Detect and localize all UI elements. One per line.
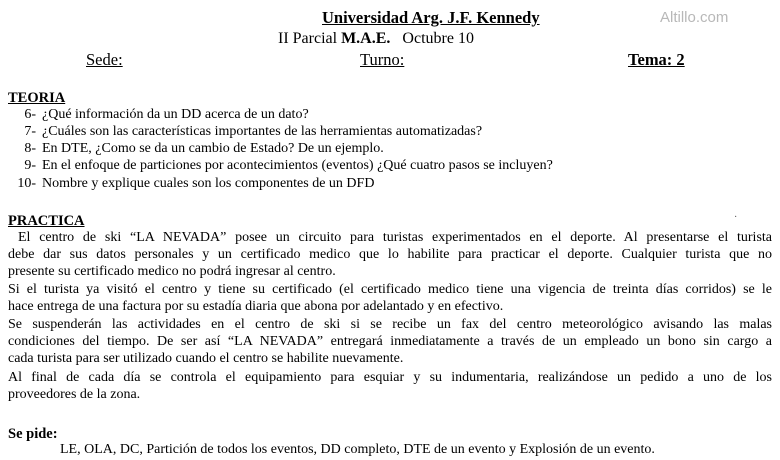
question-6 bbox=[8, 107, 309, 123]
exam-subject: M.A.E. bbox=[341, 30, 391, 47]
practica-line: cada turista para ser utilizado cuando el centro se habilite nuevamente. bbox=[8, 351, 404, 366]
question-7 bbox=[8, 124, 482, 140]
question-text: Nombre y explique cuales son los componentes de un DFD bbox=[42, 176, 375, 191]
question-text: En el enfoque de particiones por acontecimientos (eventos) ¿Qué cuatro pasos se incluyen? bbox=[42, 158, 553, 173]
practica-heading: PRACTICA bbox=[8, 213, 85, 229]
teoria-heading: TEORIA bbox=[8, 90, 66, 106]
se-pide-heading: Se pide: bbox=[8, 426, 58, 442]
question-number: 6- bbox=[24, 107, 36, 122]
sede-label: Sede: bbox=[86, 50, 123, 69]
practica-line: proveedores de la zona. bbox=[8, 387, 141, 402]
university-title: Universidad Arg. J.F. Kennedy bbox=[322, 8, 540, 27]
question-8 bbox=[8, 141, 384, 157]
exam-month: Octubre 10 bbox=[402, 30, 474, 47]
question-text: ¿Cuáles son las características importantes de las herramientas automatizadas? bbox=[42, 124, 483, 139]
question-text: En DTE, ¿Como se da un cambio de Estado? De un ejemplo. bbox=[42, 141, 384, 156]
practica-line: Al final de cada día se controla el equipamiento para esquiar y su indumentaria, realizándose un pedido a uno de los bbox=[8, 370, 772, 385]
question-number: 10- bbox=[17, 176, 36, 191]
watermark-logo: Altillo.com bbox=[660, 9, 729, 26]
exam-prefix: II Parcial bbox=[278, 30, 338, 47]
turno-label: Turno: bbox=[360, 50, 405, 69]
practica-line: condiciones del tiempo. De ser así “LA NEVADA” entregará inmediatamente a través de un empleado un bono sin cargo a bbox=[8, 334, 772, 349]
question-number: 9- bbox=[24, 158, 36, 173]
practica-line: presente su certificado medico no podrá ingresar al centro. bbox=[8, 264, 336, 279]
practica-line: Se suspenderán las actividades en el centro de ski si se recibe un fax del centro meteorológico avisando las malas bbox=[8, 317, 772, 332]
question-number: 7- bbox=[24, 124, 36, 139]
stray-mark: · bbox=[734, 212, 738, 223]
question-number: 8- bbox=[24, 141, 36, 156]
se-pide-text: LE, OLA, DC, Partición de todos los eventos, DD completo, DTE de un evento y Explosión de un evento. bbox=[60, 442, 655, 457]
exam-subtitle bbox=[278, 30, 474, 48]
practica-line: hace entrega de una factura por su estadía diaria que abona por adelantado y en efectivo. bbox=[8, 299, 504, 314]
question-9 bbox=[8, 158, 553, 174]
practica-line: El centro de ski “LA NEVADA” posee un circuito para turistas experimentados en el deporte. Al presentarse el turista bbox=[18, 230, 772, 245]
tema-label: Tema: 2 bbox=[628, 50, 685, 69]
practica-line: debe dar sus datos personales y un certificado medico que lo habilite para practicar el deporte. Cualquier turista que no bbox=[8, 247, 772, 262]
question-text: ¿Qué información da un DD acerca de un dato? bbox=[42, 107, 309, 122]
practica-line: Si el turista ya visitó el centro y tiene su certificado (el certificado medico tiene una vigencia de treinta días corridos) se le bbox=[8, 282, 772, 297]
question-10 bbox=[8, 176, 374, 192]
